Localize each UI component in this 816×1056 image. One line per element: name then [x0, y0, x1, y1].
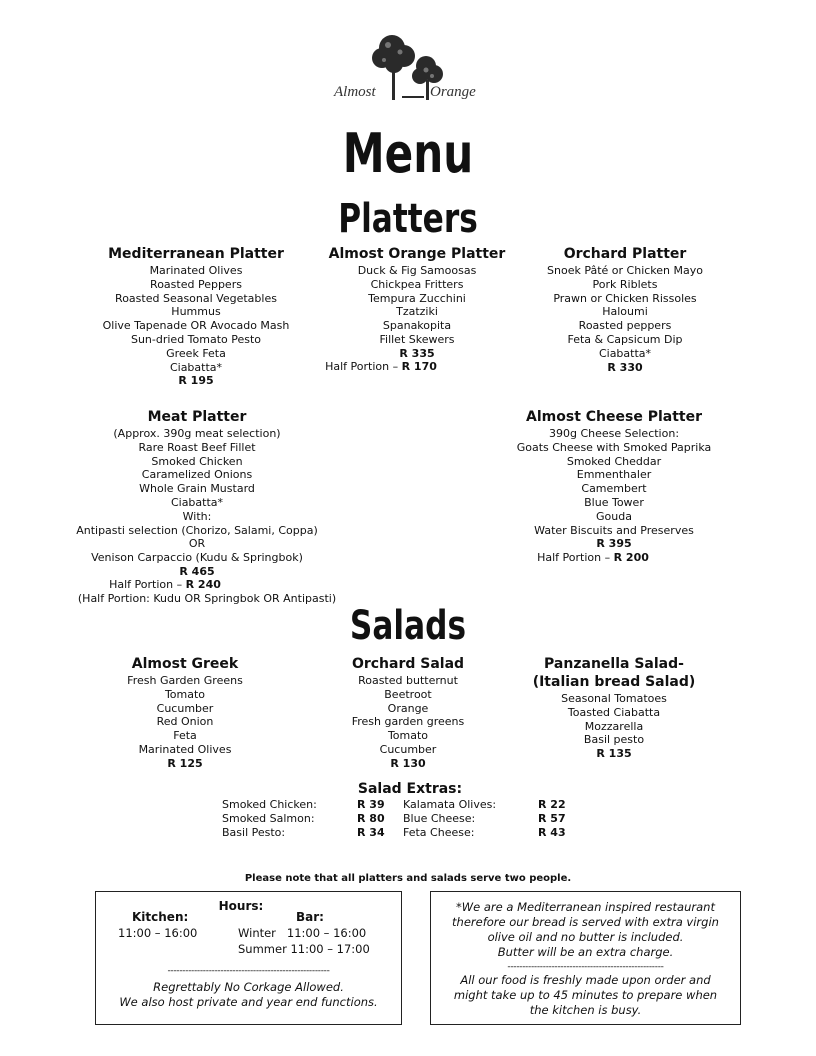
- item-line: Emmenthaler: [576, 468, 652, 482]
- bread-note-line: *We are a Mediterranean inspired restaurant: [456, 900, 715, 914]
- item-line: Basil pesto: [583, 733, 645, 747]
- almost-cheese-platter: [509, 409, 719, 551]
- item-line: Greek Feta: [166, 346, 226, 360]
- item-line: Chickpea Fritters: [370, 277, 464, 291]
- half-portion-label: Half Portion –: [325, 360, 402, 373]
- item-line: Gouda: [596, 509, 632, 523]
- item-line: Duck & Fig Samoosas: [357, 264, 477, 277]
- almost-orange-half-portion: [316, 360, 446, 374]
- item-line: Goats Cheese with Smoked Paprika: [516, 440, 712, 454]
- food-note-line: might take up to 45 minutes to prepare when: [453, 988, 718, 1002]
- hours-title: Hours:: [218, 899, 264, 913]
- item-line: Whole Grain Mustard: [139, 482, 255, 496]
- bread-note-box: [430, 891, 741, 1025]
- bar-summer-hours: Summer 11:00 – 17:00: [238, 942, 370, 956]
- cheese-half-portion: [528, 551, 658, 565]
- item-line: Tomato: [164, 687, 206, 701]
- bar-winter-hours: Winter 11:00 – 16:00: [238, 926, 367, 940]
- item-price: R 395: [596, 537, 632, 551]
- half-portion-label: Half Portion –: [537, 551, 614, 564]
- extra-smoked-salmon-name: Smoked Salmon:: [222, 812, 315, 825]
- functions-note: We also host private and year end functions.: [119, 995, 378, 1009]
- item-line: Beetroot: [384, 687, 432, 701]
- item-line: Roasted peppers: [578, 319, 672, 333]
- item-line: Tempura Zucchini: [368, 291, 466, 305]
- extra-blue-cheese-price: R 57: [538, 812, 566, 825]
- bread-note-line: therefore our bread is served with extra virgin: [452, 915, 719, 929]
- meat-half-portion: [100, 578, 230, 592]
- extra-basil-pesto-price: R 34: [357, 826, 385, 839]
- item-line: With:: [182, 509, 212, 523]
- item-line: Prawn or Chicken Rissoles: [553, 291, 697, 305]
- item-line: Venison Carpaccio (Kudu & Springbok): [91, 551, 303, 565]
- item-line: Ciabatta*: [598, 346, 652, 360]
- item-line: Spanakopita: [382, 319, 452, 333]
- extra-smoked-chicken-name: Smoked Chicken:: [222, 798, 317, 811]
- item-title: Orchard Salad: [351, 656, 465, 672]
- half-portion-price: R 240: [185, 578, 221, 591]
- salad-extras-title: Salad Extras:: [357, 781, 463, 797]
- item-title: Panzanella Salad-: [544, 656, 684, 672]
- item-line: Roasted Seasonal Vegetables: [115, 291, 277, 305]
- logo-word-left: Almost: [334, 84, 376, 100]
- item-line: Fillet Skewers: [379, 332, 455, 346]
- food-note-line: All our food is freshly made upon order and: [460, 973, 711, 987]
- extra-kalamata-olives-price: R 22: [538, 798, 566, 811]
- bread-note-divider: -----------------------------------------------------: [507, 962, 664, 972]
- almost-greek-salad: [95, 656, 275, 771]
- item-line: 390g Cheese Selection:: [548, 427, 680, 440]
- logo: [330, 30, 490, 112]
- food-note-line: the kitchen is busy.: [529, 1003, 642, 1017]
- item-line: Camembert: [581, 482, 647, 496]
- almost-orange-platter: [317, 246, 517, 361]
- item-line: Feta: [173, 729, 197, 743]
- extra-kalamata-olives-name: Kalamata Olives:: [403, 798, 497, 811]
- item-title: Almost Cheese Platter: [526, 409, 702, 425]
- item-line: Snoek Pâté or Chicken Mayo: [547, 264, 703, 277]
- item-line: Toasted Ciabatta: [567, 705, 661, 719]
- item-line: Orange: [387, 701, 429, 715]
- logo-word-right: Orange: [430, 84, 476, 100]
- salads-heading: Salads: [349, 603, 467, 649]
- item-line: Haloumi: [602, 305, 648, 319]
- hours-box: [95, 891, 402, 1025]
- serving-note: Please note that all platters and salads serve two people.: [244, 873, 572, 884]
- item-title: Almost Greek: [131, 656, 239, 672]
- item-line: Roasted butternut: [358, 674, 458, 687]
- item-line: Sun-dried Tomato Pesto: [130, 332, 262, 346]
- bread-note-line: olive oil and no butter is included.: [487, 930, 684, 944]
- extra-basil-pesto-name: Basil Pesto:: [222, 826, 286, 839]
- item-line: (Approx. 390g meat selection): [113, 427, 281, 440]
- item-line: Tomato: [387, 729, 429, 743]
- item-line: Tzatziki: [396, 305, 438, 319]
- item-line: Smoked Cheddar: [566, 454, 662, 468]
- item-line: OR: [188, 537, 206, 551]
- item-line: Hummus: [171, 305, 221, 319]
- item-line: Marinated Olives: [149, 264, 243, 277]
- meat-half-portion-note: (Half Portion: Kudu OR Springbok OR Antipasti): [77, 592, 337, 605]
- item-line: Mozzarella: [584, 719, 644, 733]
- item-line: Smoked Chicken: [151, 454, 243, 468]
- item-line: Olive Tapenade OR Avocado Mash: [102, 319, 290, 333]
- item-line: Caramelized Onions: [141, 468, 253, 482]
- half-portion-price: R 200: [613, 551, 649, 564]
- item-title: Meat Platter: [147, 409, 247, 425]
- item-line: Roasted Peppers: [150, 277, 242, 291]
- item-line: Rare Roast Beef Fillet: [138, 440, 256, 454]
- item-price: R 130: [390, 756, 426, 770]
- item-line: Feta & Capsicum Dip: [567, 332, 683, 346]
- item-price: R 335: [399, 346, 435, 360]
- item-price: R 125: [167, 756, 203, 770]
- item-line: Water Biscuits and Preserves: [534, 523, 694, 537]
- item-line: Fresh Garden Greens: [127, 674, 243, 687]
- item-line: Seasonal Tomatoes: [561, 692, 667, 705]
- item-title: Orchard Platter: [563, 246, 687, 262]
- hours-divider: -------------------------------------------------------: [167, 966, 330, 976]
- item-line: Cucumber: [379, 742, 437, 756]
- panzanella-salad: [514, 656, 714, 761]
- platters-heading: Platters: [338, 196, 478, 242]
- item-title: Almost Orange Platter: [328, 246, 506, 262]
- kitchen-label: Kitchen:: [132, 910, 189, 924]
- item-price: R 330: [607, 360, 643, 374]
- extra-feta-cheese-name: Feta Cheese:: [403, 826, 475, 839]
- half-portion-price: R 170: [401, 360, 437, 373]
- item-price: R 465: [179, 564, 215, 578]
- orchard-platter: [515, 246, 735, 374]
- meat-platter: [62, 409, 332, 579]
- bread-note-line: Butter will be an extra charge.: [497, 945, 674, 959]
- kitchen-hours: 11:00 – 16:00: [118, 926, 198, 940]
- item-line: Pork Riblets: [592, 277, 658, 291]
- item-line: Cucumber: [156, 701, 214, 715]
- item-line: Ciabatta*: [170, 495, 224, 509]
- item-line: Marinated Olives: [138, 742, 232, 756]
- extra-blue-cheese-name: Blue Cheese:: [403, 812, 476, 825]
- item-title: Mediterranean Platter: [108, 246, 284, 262]
- item-line: Red Onion: [156, 715, 214, 729]
- menu-title: Menu: [342, 122, 474, 185]
- item-price: R 135: [596, 747, 632, 761]
- no-corkage-note: Regrettably No Corkage Allowed.: [153, 980, 344, 994]
- bar-label: Bar:: [296, 910, 324, 924]
- item-line: Fresh garden greens: [351, 715, 465, 729]
- mediterranean-platter: [76, 246, 316, 388]
- extra-smoked-salmon-price: R 80: [357, 812, 385, 825]
- orchard-salad: [318, 656, 498, 771]
- extra-feta-cheese-price: R 43: [538, 826, 566, 839]
- item-line: Antipasti selection (Chorizo, Salami, Coppa): [76, 523, 318, 537]
- item-line: Blue Tower: [584, 495, 644, 509]
- half-portion-label: Half Portion –: [109, 578, 186, 591]
- item-line: Ciabatta*: [169, 360, 223, 374]
- item-price: R 195: [178, 374, 214, 388]
- item-subtitle: (Italian bread Salad): [532, 674, 696, 690]
- extra-smoked-chicken-price: R 39: [357, 798, 385, 811]
